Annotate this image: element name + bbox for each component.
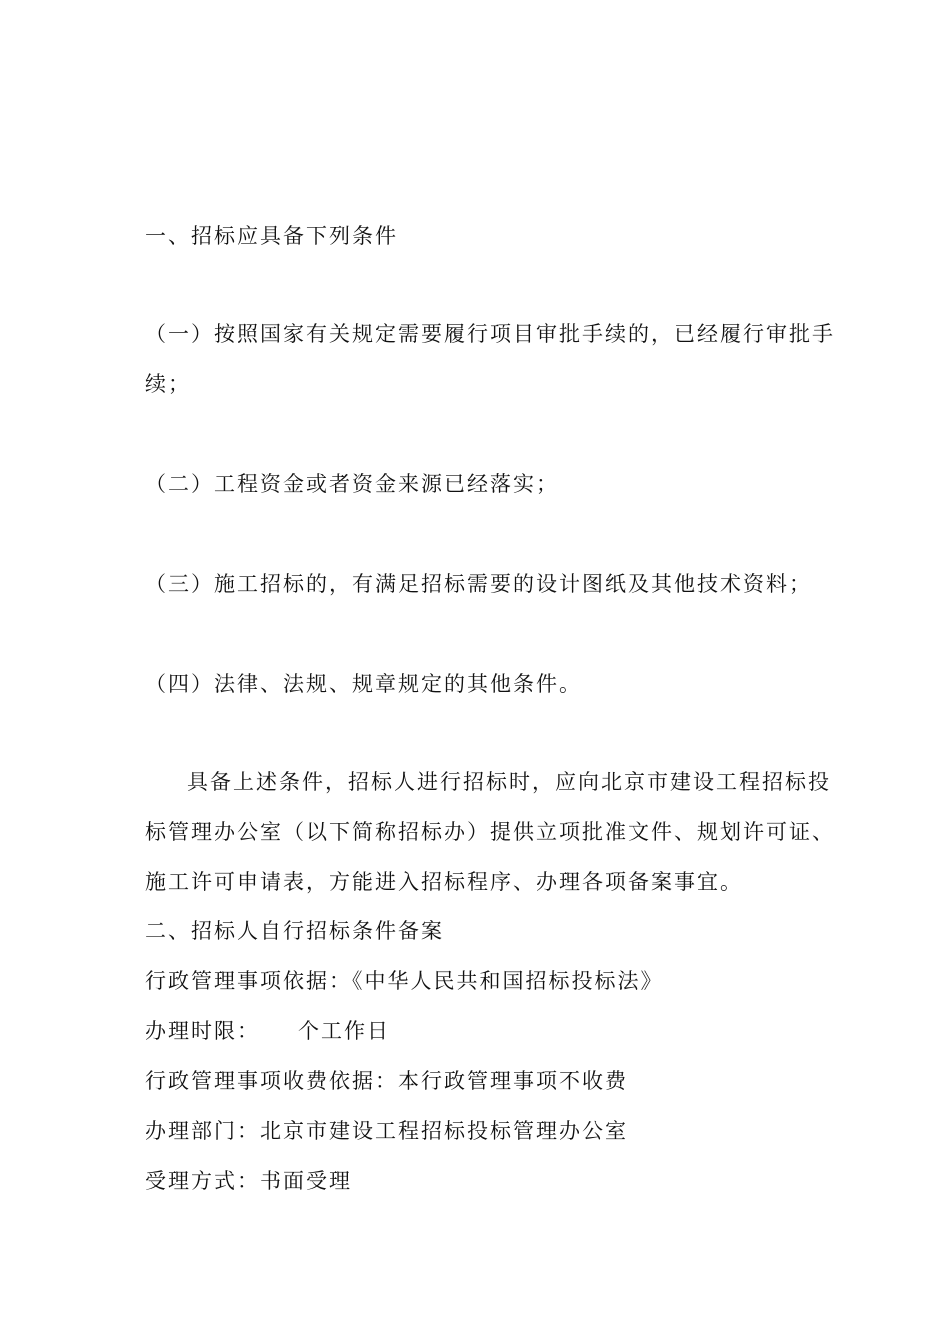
- section-2-heading: 二、招标人自行招标条件备案: [145, 919, 444, 943]
- field-value: 本行政管理事项不收费: [398, 1069, 628, 1093]
- field-value: 书面受理: [260, 1169, 352, 1193]
- section-1-heading: 一、招标应具备下列条件: [145, 224, 398, 248]
- field-label: 办理时限：: [145, 1019, 260, 1043]
- field-value: 北京市建设工程招标投标管理办公室: [260, 1119, 628, 1143]
- field-time-limit: [145, 1017, 390, 1045]
- field-label: 行政管理事项依据：: [145, 969, 352, 993]
- condition-item-4: （四）法律、法规、规章规定的其他条件。: [145, 672, 582, 696]
- paragraph-line-1: 具备上述条件，招标人进行招标时，应向北京市建设工程招标投: [187, 770, 831, 794]
- condition-item-2: （二）工程资金或者资金来源已经落实；: [145, 472, 559, 496]
- field-label: 受理方式：: [145, 1169, 260, 1193]
- field-label: 办理部门：: [145, 1119, 260, 1143]
- field-department: [145, 1117, 628, 1145]
- field-acceptance-method: [145, 1167, 352, 1195]
- paragraph-line-3: 施工许可申请表，方能进入招标程序、办理各项备案事宜。: [145, 870, 743, 894]
- condition-item-1-line-2: 续；: [145, 372, 191, 396]
- condition-item-1-line-1: （一）按照国家有关规定需要履行项目审批手续的，已经履行审批手: [145, 322, 835, 346]
- field-value: 个工作日: [298, 1019, 390, 1043]
- field-value: 《中华人民共和国招标投标法》: [352, 969, 664, 993]
- field-label: 行政管理事项收费依据：: [145, 1069, 398, 1093]
- field-fee-basis: [145, 1067, 628, 1095]
- condition-item-3: （三）施工招标的，有满足招标需要的设计图纸及其他技术资料；: [145, 572, 812, 596]
- paragraph-line-2: 标管理办公室（以下简称招标办）提供立项批准文件、规划许可证、: [145, 820, 835, 844]
- field-legal-basis: [145, 967, 664, 995]
